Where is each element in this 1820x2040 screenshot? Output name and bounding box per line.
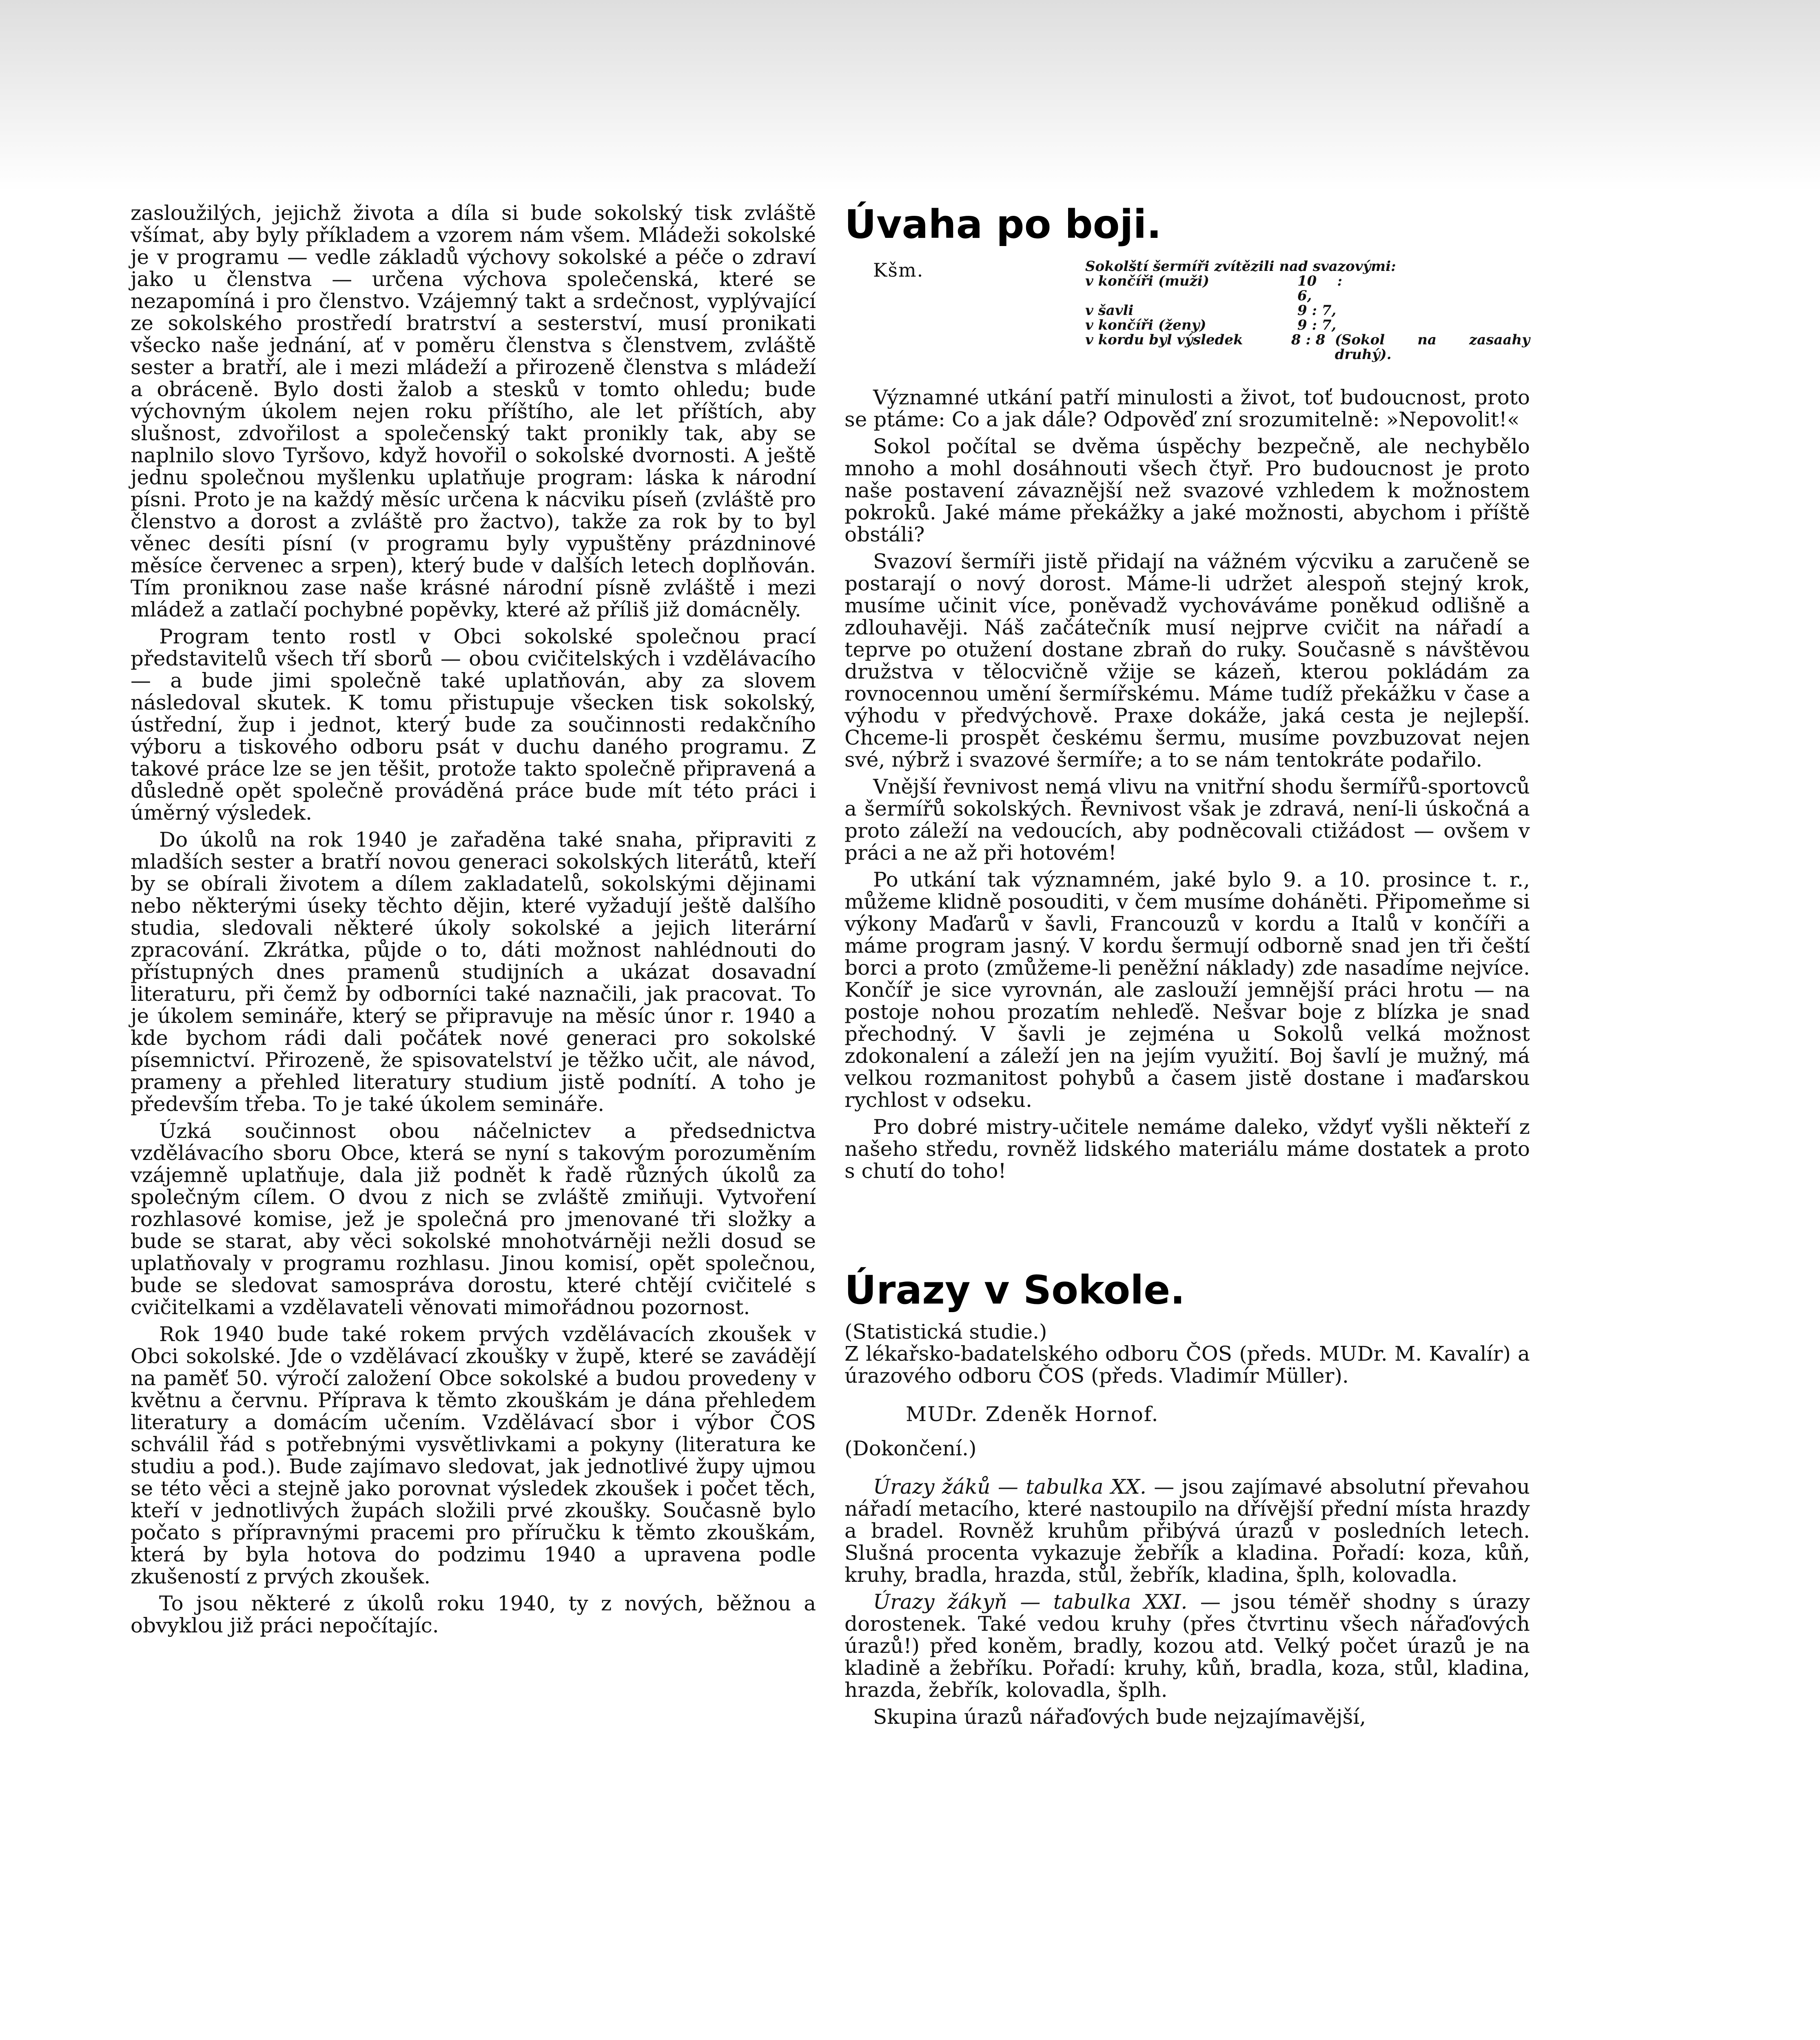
paragraph	[845, 1476, 1530, 1586]
result-row	[1085, 318, 1530, 333]
paragraph-body: — jsou téměř shodny s úrazy dorostenek. Také vedou kruhy (přes čtvrtinu všech nářaďových úrazů!) před koněm, bradly, kozou atd. Velký počet úrazů je na kladině a žebříku. Pořadí: kruhy, kůň, bradla, koza, stůl, kladina, hrazda, žebřík, kolovadla, šplh.	[845, 1590, 1530, 1702]
right-column	[845, 202, 1530, 1728]
paragraph-body: — jsou zajímavé absolutní převahou nářadí metacího, které nastoupilo na dřívější přední místa hrazdy a bradel. Rovněž kruhům přibývá úrazů v posledních letech. Slušná procenta vykazuje žebřík a kladina. Pořadí: koza, kůň, kruhy, bradla, hrazda, stůl, žebřík, kladina, šplh, kolovadla.	[845, 1475, 1530, 1587]
result-label: v končíři (ženy)	[1085, 317, 1206, 333]
paragraph	[845, 1591, 1530, 1701]
article-subtitle: (Statistická studie.)	[845, 1320, 1047, 1344]
article-author: MUDr. Zdeněk Hornof.	[906, 1402, 1159, 1426]
continuation-note: (Dokončení.)	[845, 1437, 977, 1460]
article-author: Kšm.	[873, 259, 924, 281]
paragraph: Skupina úrazů nářaďových bude nejzajímavější,	[873, 1705, 1366, 1729]
paragraph: Svazoví šermíři jistě přidají na vážném výcviku a zaručeně se postarají o nový dorost. Máme-li udržet alespoň stejný krok, musíme učinit více, poněvadž vychováváme poněkud odlišně a zdlouhavěji. Náš začátečník musí nejprve cvičit na nářadí a teprve po otužení dostane zbraň do ruky. Současně s návštěvou družstva v tělocvičně vžije se kázeň, kterou pokládám za rovnocennou umění šermířskému. Máme tudíž překážku v čase a výhodu v předvýchově. Praxe dokáže, jaká cesta je nejlepší. Chceme-li prospět českému šermu, musíme povzbuzovat nejen své, nýbrž i svazové šermíře; a to se nám tentokráte podařilo.	[845, 550, 1530, 772]
article-title-uvaha: Úvaha po boji.	[845, 202, 1162, 247]
committee-note: Z lékařsko-badatelského odboru ČOS (předs. MUDr. M. Kavalír) a úrazového odboru ČOS (předs. Vladimír Müller).	[845, 1342, 1530, 1388]
paragraph-lead: Úrazy žáků — tabulka XX.	[873, 1475, 1146, 1499]
result-score: 9 : 7,	[1297, 317, 1337, 333]
paragraph: Úzká součinnost obou náčelnictev a předsednictva vzdělávacího sboru Obce, která se nyní s takovým porozuměním vzájemně uplatňuje, dala již podnět k řadě různých úkolů za společným cílem. O dvou z nich se zvláště zmiňuji. Vytvoření rozhlasové komise, jež je společná pro jmenované tři složky a bude se starat, aby věci sokolské mnohotvárněji nežli dosud se uplatňovaly v programu rozhlasu. Jinou komisí, opět společnou, bude se sledovat samospráva dorostu, které chtějí cvičitelé s cvičitelkami a vzdělavateli věnovati mimořádnou pozornost.	[131, 1119, 816, 1319]
result-row	[1085, 333, 1530, 362]
paragraph: Po utkání tak významném, jaké bylo 9. a 10. prosince t. r., můžeme klidně posouditi, v čem musíme doháněti. Připomeňme si výkony Maďarů v šavli, Francouzů v kordu a Italů v končíři a máme program jasný. V kordu šermují odborně snad jen tři čeští borci a proto (zmůžeme-li peněžní náklady) zde nasadíme nejvíce. Končíř je sice vyrovnán, ale zaslouží jemnější práci hrotu — na postoje nohou prozatím nehleďě. Nešvar boje z blízka je snad přechodný. V šavli je zejména u Sokolů velká možnost zdokonalení a záleží jen na jejím využití. Boj šavlí je mužný, má velkou rozmanitost pohybů a časem jistě dostane i maďarskou rychlost v odseku.	[845, 868, 1530, 1112]
result-score: 9 : 7,	[1297, 302, 1337, 319]
scan-margin-top	[0, 0, 1820, 192]
result-label: v kordu byl výsledek	[1085, 332, 1243, 348]
paragraph: Program tento rostl v Obci sokolské společnou prací představitelů všech tří sborů — obou cvičitelských i vzdělávacího — a bude jimi společně také uplatňován, aby za slovem následoval skutek. K tomu přistupuje všecken tisk sokolský, ústřední, žup i jednot, který bude za součinnosti redakčního výboru a tiskového odboru psát v duchu daného programu. Z takové práce lze se jen těšit, protože takto společně připravená a důsledně opět společně prováděná práce bude mít této práci i úměrný výsledek.	[131, 625, 816, 825]
result-label: v šavli	[1085, 302, 1134, 319]
results-caption: Sokolští šermíři zvítězili nad svazovými:	[1085, 258, 1396, 275]
paragraph-lead: Úrazy žákyň — tabulka XXI.	[873, 1590, 1188, 1614]
byline-row	[845, 259, 1530, 362]
result-label: v končíři (muži)	[1085, 273, 1209, 289]
result-row	[1085, 274, 1530, 303]
paragraph: Rok 1940 bude také rokem prvých vzdělávacích zkoušek v Obci sokolské. Jde o vzdělávací zkoušky v župě, které se zavádějí na paměť 50. výročí založení Obce sokolské a budou provedeny v květnu a červnu. Příprava k těmto zkouškám je dána přehledem literatury a domácím učením. Vzdělávací sbor i výbor ČOS schválil řád s potřebnými vysvětlivkami a pokyny (literatura ke studiu a pod.). Bude zajímavo sledovat, jak jednotlivé župy ujmou se této věci a stejně jako porovnat výsledek zkoušek i počet těch, kteří v jednotlivých župách složili prvé zkoušky. Současně bylo počato s přípravnými pracemi pro příručku k těmto zkouškám, která by byla hotova do podzimu 1940 a upravena podle zkušeností z prvých zkoušek.	[131, 1322, 816, 1588]
result-row	[1085, 303, 1530, 318]
paragraph: Pro dobré mistry-učitele nemáme daleko, vždyť vyšli někteří z našeho středu, rovněž lidského materiálu máme dostatek a proto s chutí do toho!	[845, 1115, 1530, 1183]
result-note: (Sokol na zasaahy druhý).	[1335, 332, 1530, 363]
article-title-urazy: Úrazy v Sokole.	[845, 1267, 1185, 1313]
paragraph: To jsou některé z úkolů roku 1940, ty z nových, běžnou a obvyklou již práci nepočítajíc.	[131, 1592, 816, 1637]
paragraph: Vnější řevnivost nemá vlivu na vnitřní shodu šermířů-sportovců a šermířů sokolských. Řevnivost však je zdravá, není-li úskočná a proto záleží na vedoucích, aby podněcovali ctižádost — ovšem v práci a ne až při hotovém!	[845, 775, 1530, 865]
paragraph: Do úkolů na rok 1940 je zařaděna také snaha, připraviti z mladších sester a bratří novou generaci sokolských literátů, kteří by se obírali životem a dílem zakladatelů, sokolskými dějinami nebo některými úseky těchto dějin, které vyžadují ještě dalšího studia, sledovali některé úkoly sokolské a jejich literární zpracování. Zkrátka, půjde o to, dáti možnost nahlédnouti do přístupných dnes pramenů studijních a ukázat dosavadní literaturu, při čemž by odborníci také naznačili, jak pracovat. To je úkolem semináře, který se připravuje na měsíc únor r. 1940 a kde bychom rádi dali počátek nové generaci pro sokolské písemnictví. Přirozeně, že spisovatelství je těžko učit, ale návod, prameny a přehled literatury studium jistě podnítí. A toho je především třeba. To je také úkolem semináře.	[131, 828, 816, 1116]
left-column	[131, 202, 816, 1636]
results-box	[1085, 259, 1530, 362]
result-score: 8 : 8	[1291, 332, 1326, 348]
paragraph: Sokol počítal se dvěma úspěchy bezpečně, ale nechybělo mnoho a mohl dosáhnouti všech čtyř. Pro budoucnost je proto naše postavení závaznější než svazové vzhledem k možnostem pokroků. Jaké máme překážky a jaké možnosti, abychom i příště obstáli?	[845, 435, 1530, 546]
paragraph: Významné utkání patří minulosti a život, toť budoucnost, proto se ptáme: Co a jak dále? Odpověď zní srozumitelně: »Nepovolit!«	[845, 386, 1530, 431]
result-score: 10 : 6,	[1297, 273, 1342, 304]
paragraph: zasloužilých, jejichž života a díla si bude sokolský tisk zvláště všímat, aby byly příkladem a vzorem nám všem. Mládeži sokolské je v programu — vedle základů výchovy sokolské a péče o zdraví jako u členstva — určena výchova společenská, které se nezapomíná i pro členstvo. Vzájemný takt a srdečnost, vyplývající ze sokolského prostředí bratrství a sesterství, musí pronikati všecko naše jednání, ať v poměru členstva s členstvem, zvláště sester a bratří, ale i mezi mládeží a přirozeně členstva s mládeží a obráceně. Bylo dosti žalob a stesků v tomto ohledu; bude výchovným úkolem nejen roku příštího, ale let příštích, aby slušnost, zdvořilost a společenský takt pronikly tak, aby se naplnilo slovo Tyršovo, když hovořil o sokolské dvornosti. A ještě jednu společnou myšlenku uplatňuje program: láska k národní písni. Proto je na každý měsíc určena k nácviku píseň (zvláště pro členstvo a dorost a zvláště pro žactvo), takže za rok by to byl věnec desíti písní (v programu byly vypuštěny prázdninové měsíce červenec a srpen), který bude v dalších letech doplňován. Tím proniknou zase naše krásné národní písně zvláště i mezi mládež a zatlačí pochybné popěvky, které až příliš již domácněly.	[131, 201, 816, 621]
